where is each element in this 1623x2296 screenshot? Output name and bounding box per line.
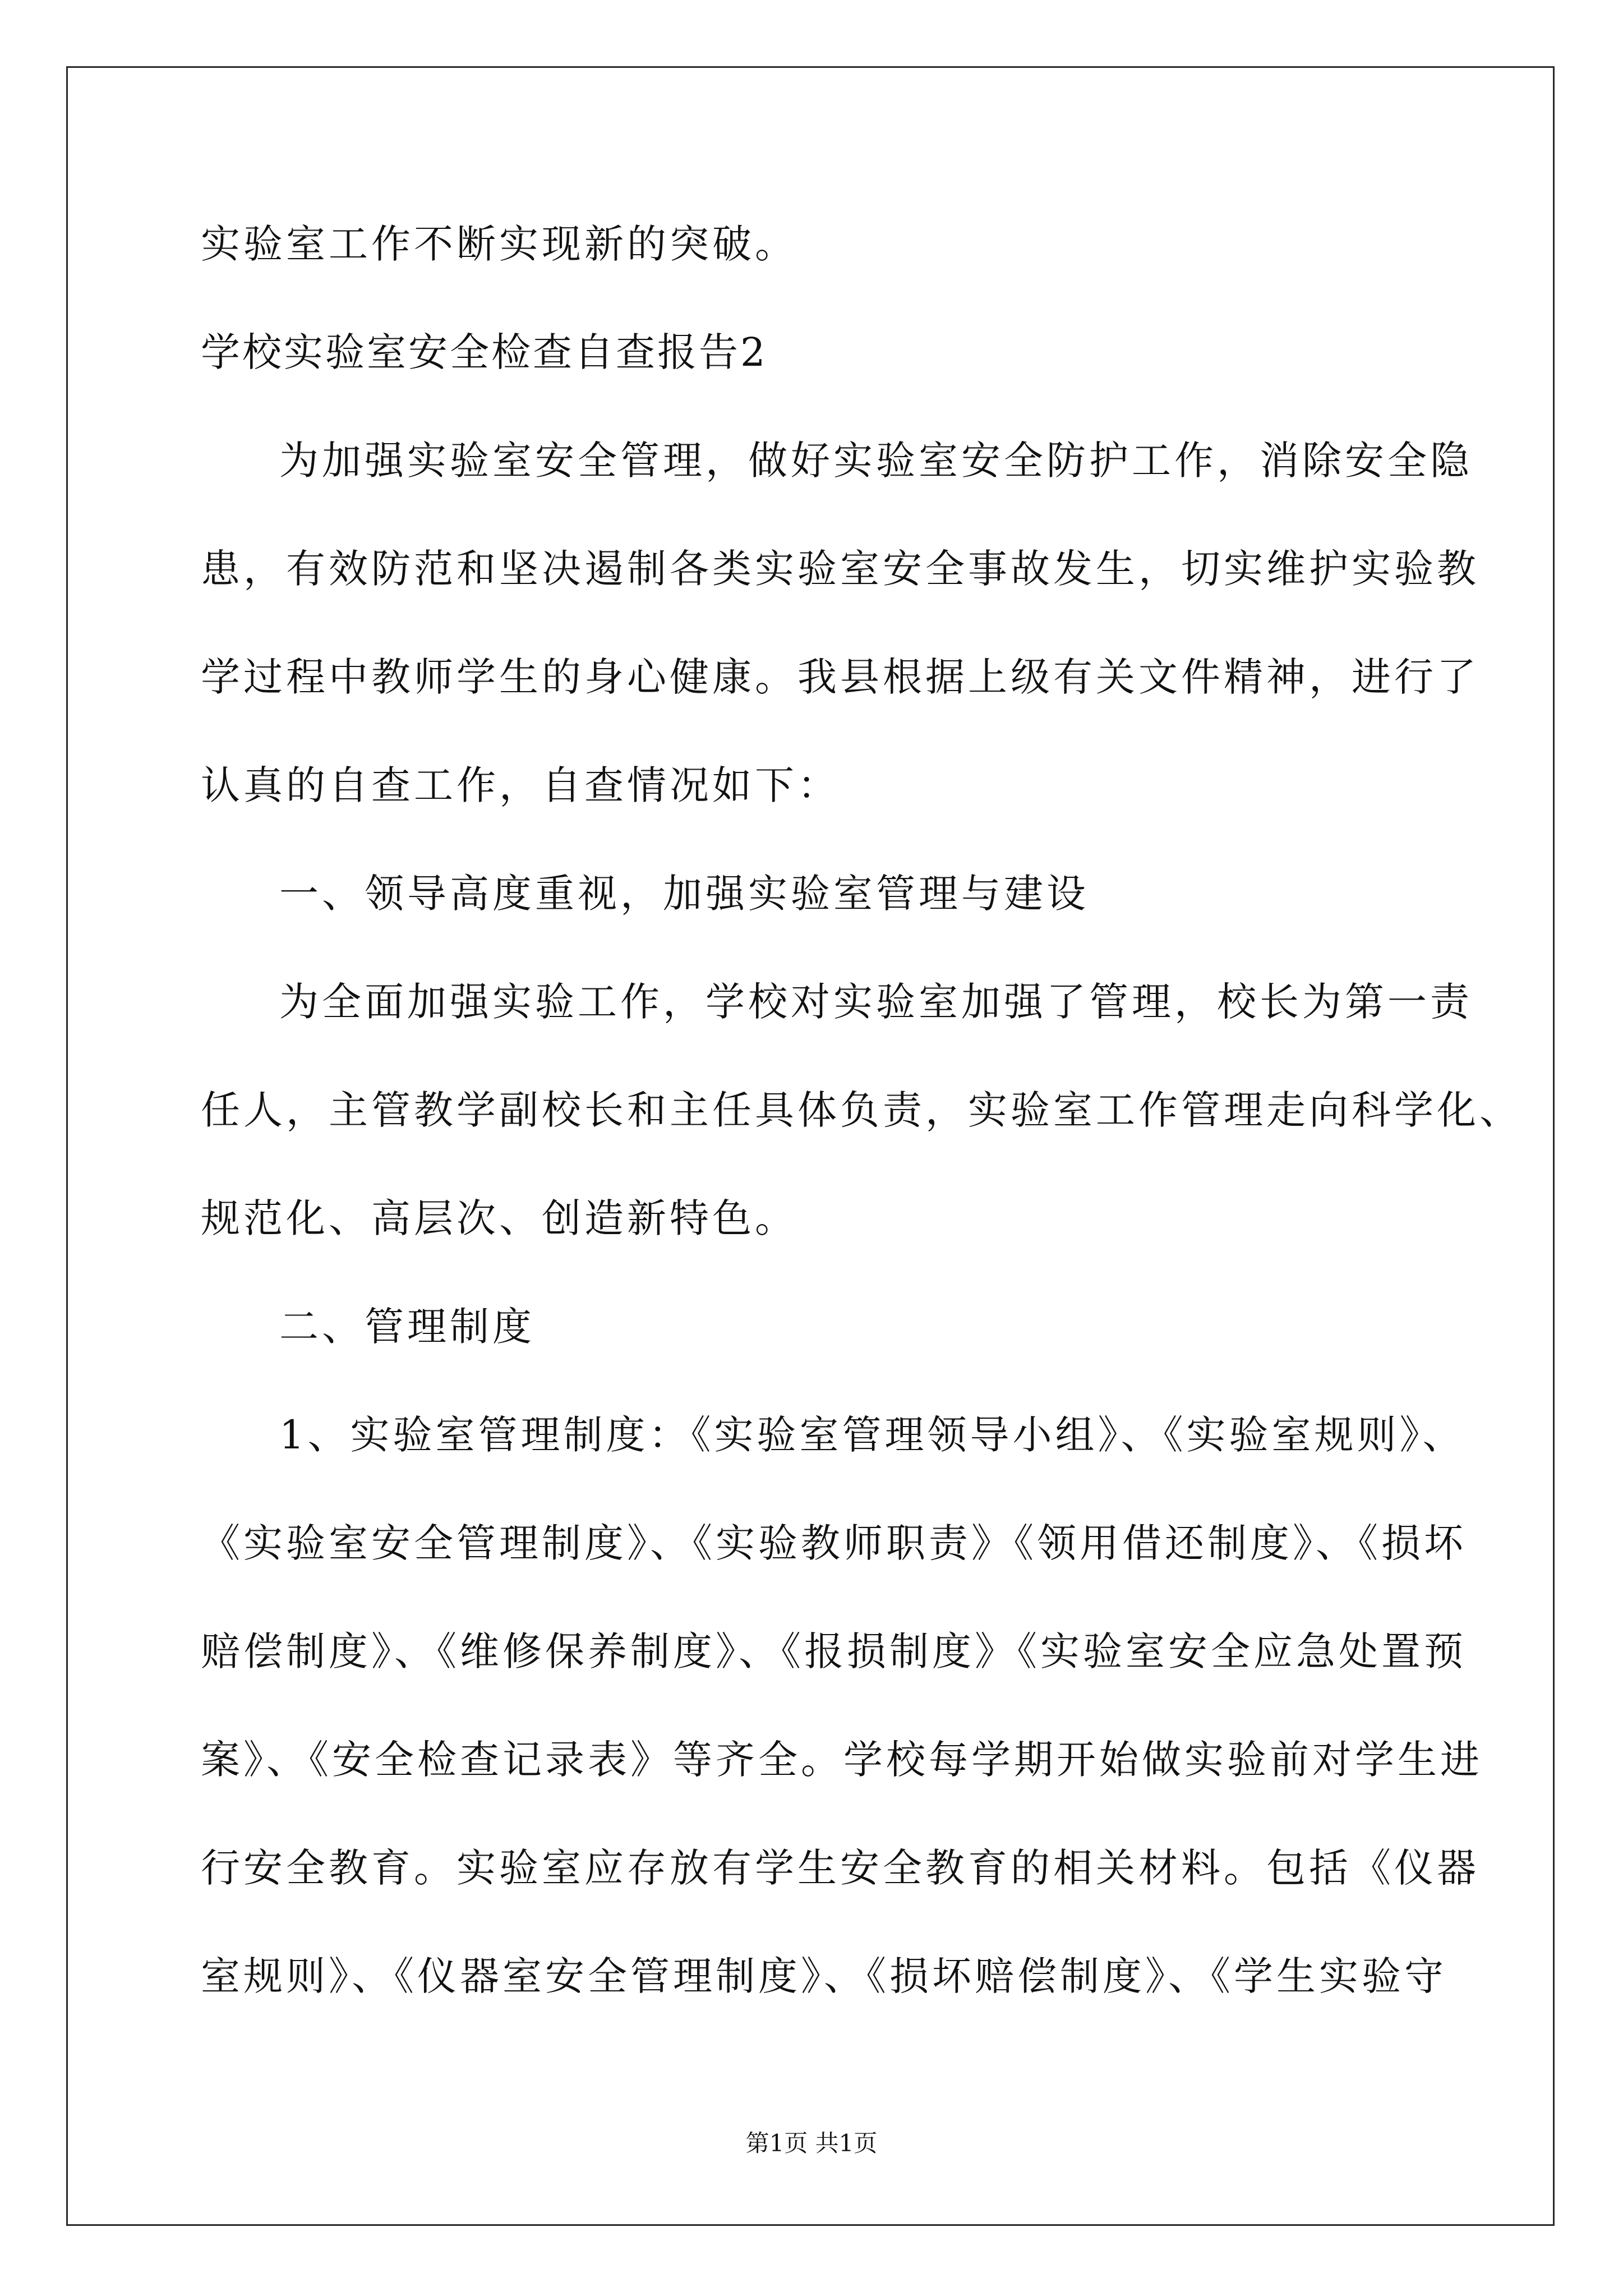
subheading: 二、管理制度: [279, 1304, 535, 1350]
text-line: 为加强实验室安全管理，做好实验室安全防护工作，消除安全隐: [279, 438, 1473, 484]
text-line: 室规则》、《仪器室安全管理制度》、《损坏赔偿制度》、《学生实验守: [201, 1953, 1447, 1999]
section-title: 学校实验室安全检查自查报告2: [201, 329, 768, 375]
page-footer: 第1页 共1页: [745, 2129, 878, 2157]
text-line: 为全面加强实验工作，学校对实验室加强了管理，校长为第一责: [279, 979, 1473, 1025]
subheading: 一、领导高度重视，加强实验室管理与建设: [279, 871, 1089, 917]
text-line: 规范化、高层次、创造新特色。: [201, 1195, 797, 1241]
text-line: 患，有效防范和坚决遏制各类实验室安全事故发生，切实维护实验教: [201, 546, 1479, 592]
page-border: [66, 66, 1555, 2226]
text-line: 实验室工作不断实现新的突破。: [201, 221, 797, 267]
text-line: 行安全教育。实验室应存放有学生安全教育的相关材料。包括《仪器: [201, 1845, 1479, 1891]
text-line: 1、实验室管理制度：《实验室管理领导小组》、《实验室规则》、: [279, 1412, 1465, 1458]
text-line: 赔偿制度》、《维修保养制度》、《报损制度》《实验室安全应急处置预: [201, 1628, 1467, 1674]
text-line: 任人，主管教学副校长和主任具体负责，实验室工作管理走向科学化、: [201, 1087, 1522, 1133]
text-line: 学过程中教师学生的身心健康。我县根据上级有关文件精神，进行了: [201, 654, 1479, 700]
text-line: 《实验室安全管理制度》、《实验教师职责》《领用借还制度》、《损坏: [201, 1520, 1467, 1566]
text-line: 认真的自查工作，自查情况如下：: [201, 762, 840, 808]
text-line: 案》、《安全检查记录表》等齐全。学校每学期开始做实验前对学生进: [201, 1737, 1483, 1783]
